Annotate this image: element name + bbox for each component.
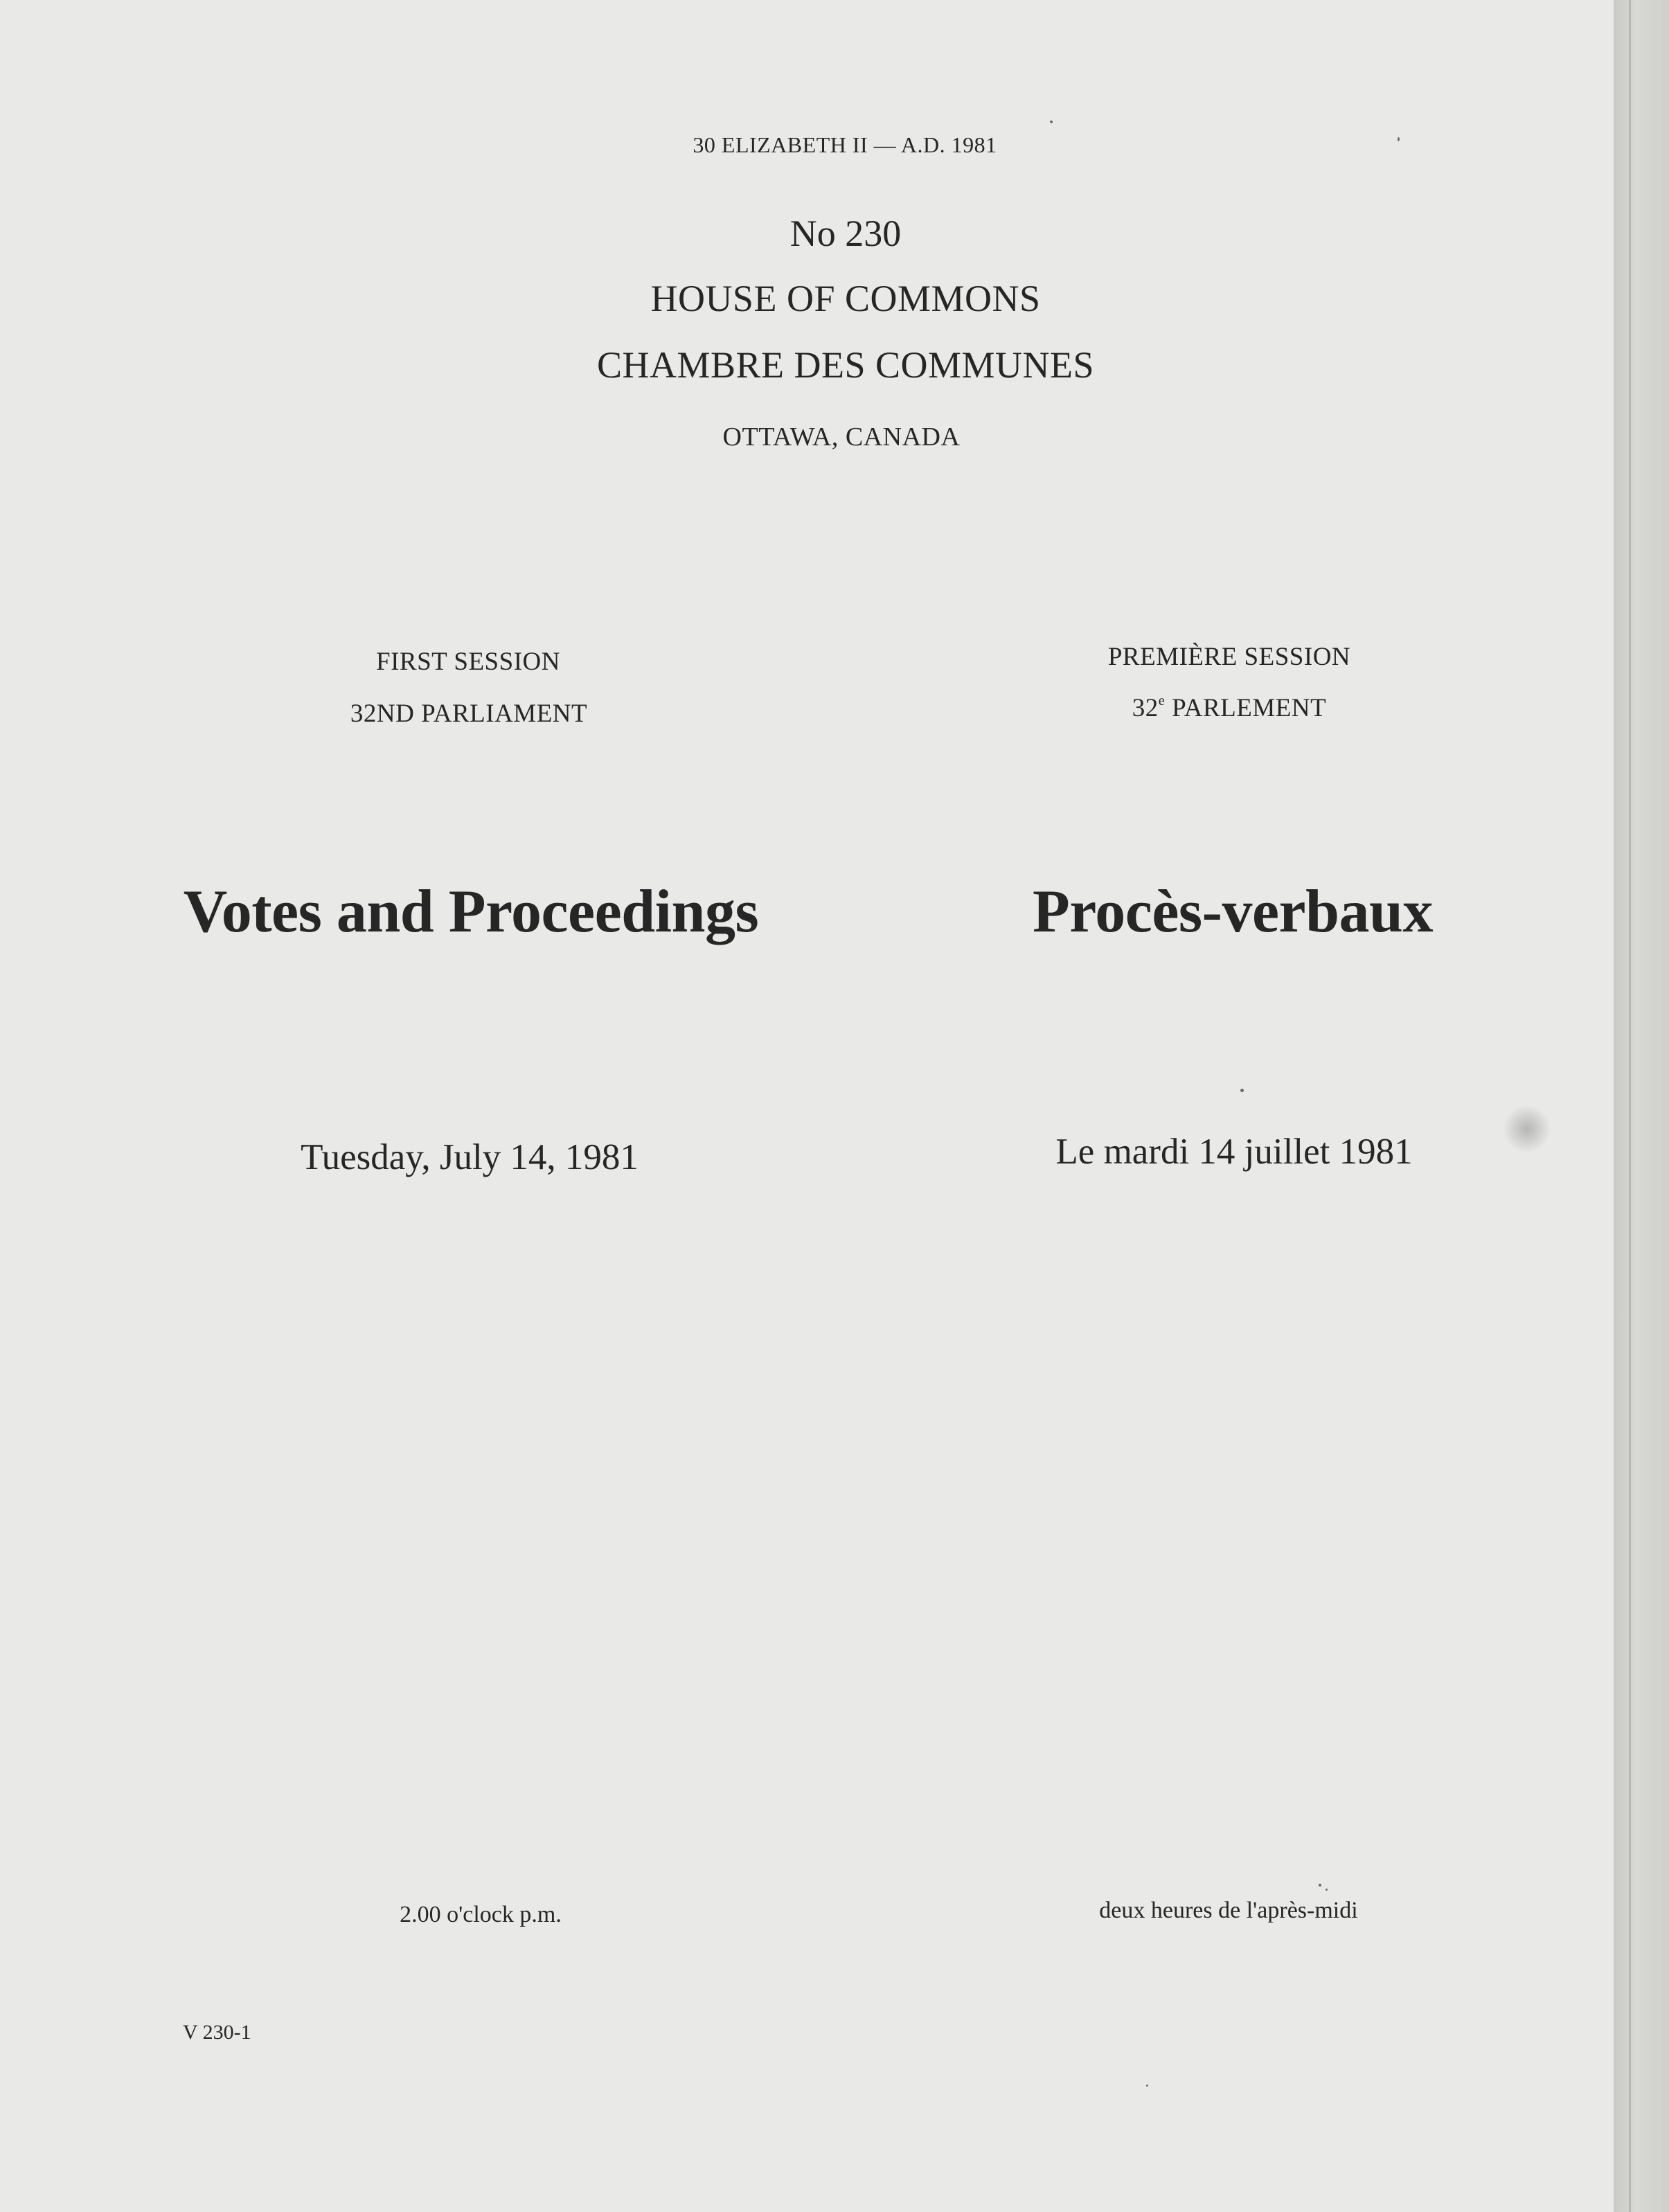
parliament-en: 32ND PARLIAMENT [350,699,588,728]
parliament-fr-word: PARLEMENT [1172,694,1327,722]
running-head: 30 ELIZABETH II — A.D. 1981 [693,132,997,157]
paper-smudge [1503,1105,1551,1153]
parliament-fr-number: 32 [1132,694,1159,722]
title-en: Votes and Proceedings [183,878,759,945]
house-title-en: HOUSE OF COMMONS [650,278,1041,319]
paper-speck [1398,137,1400,141]
time-en: 2.00 o'clock p.m. [400,1902,562,1927]
house-title-fr: CHAMBRE DES COMMUNES [596,344,1095,386]
city-line: OTTAWA, CANADA [722,422,961,452]
paper-speck [1146,2085,1148,2087]
date-fr: Le mardi 14 juillet 1981 [1055,1132,1413,1172]
paper-speck [1319,1884,1321,1887]
time-fr: deux heures de l'après-midi [1099,1898,1358,1923]
paper-speck [1050,121,1053,123]
page-edge-line [1629,0,1631,2212]
parliament-fr-suffix: e [1158,693,1166,708]
issue-number-text: No 230 [789,213,902,254]
page-edge [1614,0,1669,2212]
paper-speck [1326,1889,1328,1891]
date-en: Tuesday, July 14, 1981 [301,1137,639,1177]
session-fr: PREMIÈRE SESSION [1107,643,1351,671]
paper-speck [1240,1089,1244,1092]
session-en: FIRST SESSION [376,648,560,676]
parliament-fr [1132,695,1326,721]
title-fr: Procès-verbaux [1033,878,1433,945]
issue-number [790,215,902,252]
document-code: V 230-1 [183,2021,251,2044]
